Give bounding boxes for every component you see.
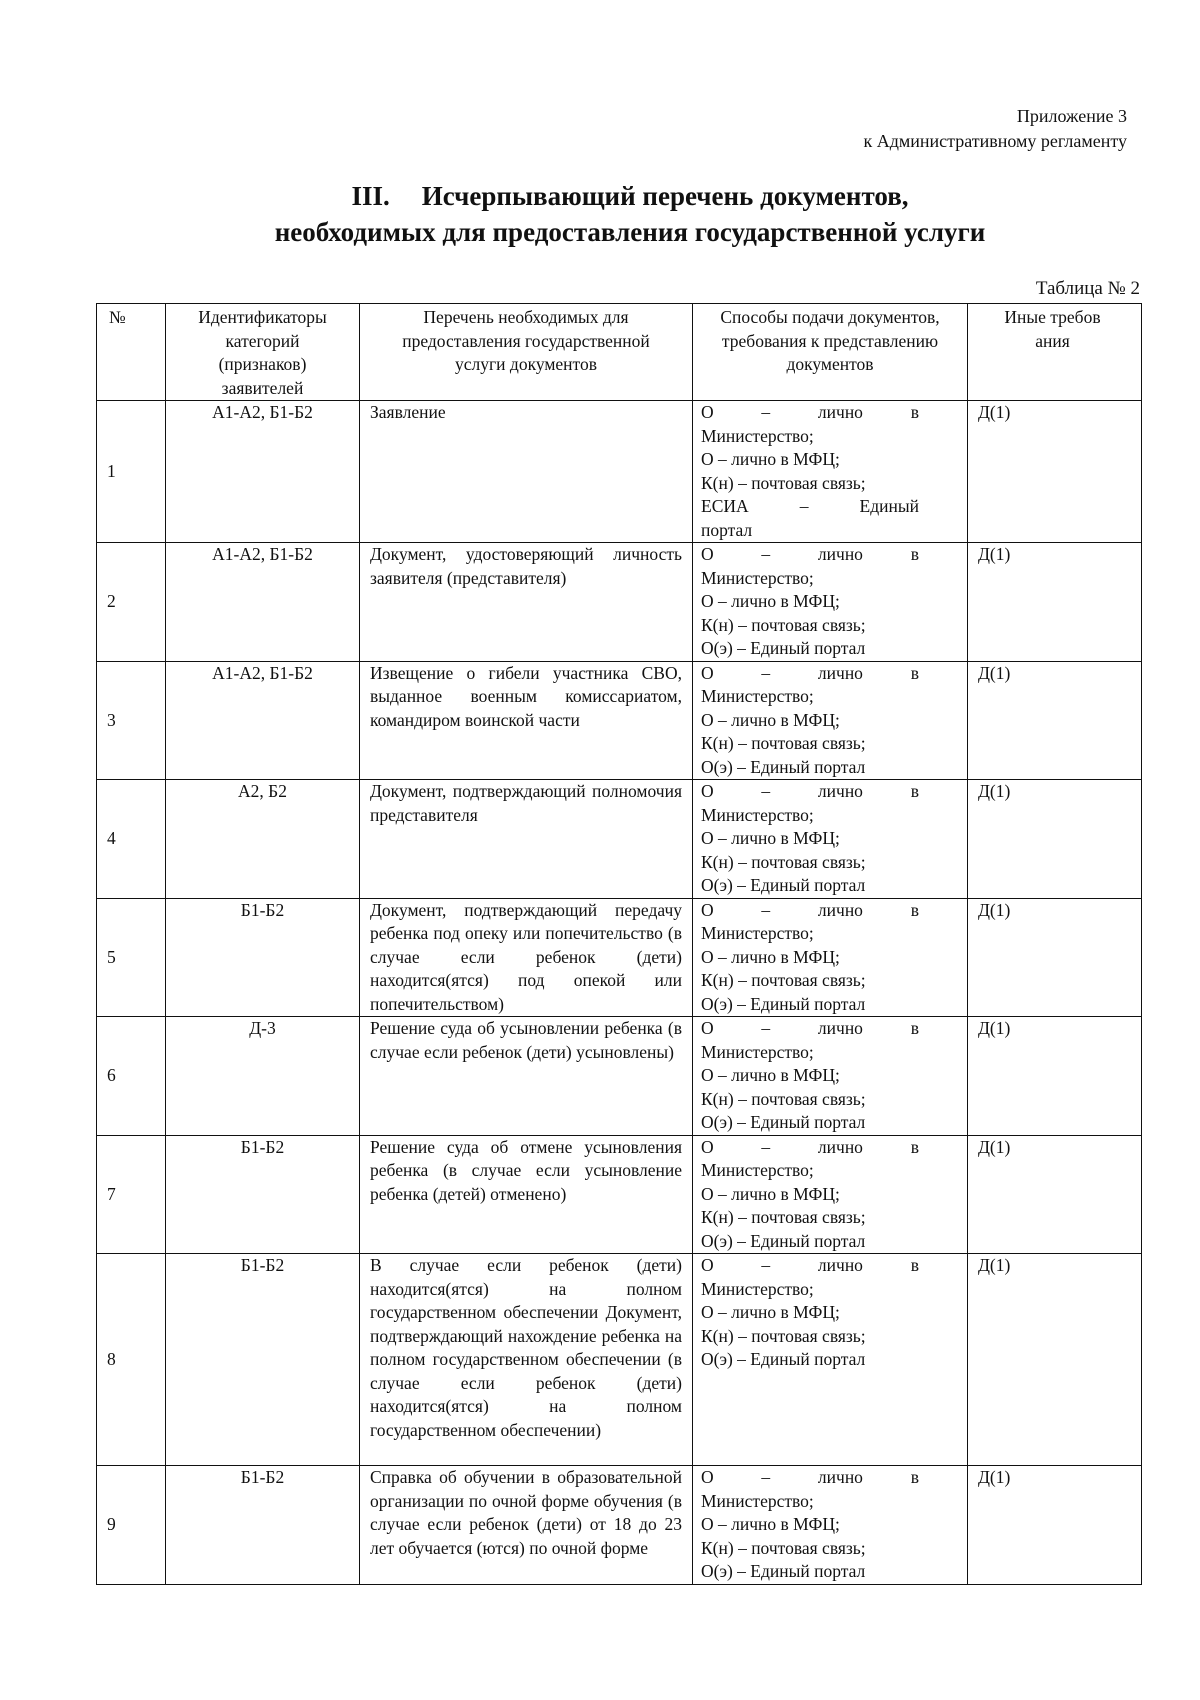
- cell-other: Д(1): [968, 1017, 1142, 1136]
- table-body: [97, 401, 1142, 1585]
- cell-methods: [693, 661, 968, 780]
- method-word: лично: [817, 402, 863, 422]
- cell-num: 9: [97, 1466, 166, 1585]
- method-word: в: [910, 1136, 919, 1157]
- method-line-2: Министерство;: [701, 1278, 814, 1299]
- cell-documents: Документ, удостоверяющий личность заявителя (представителя): [360, 543, 693, 662]
- method-word: лично: [817, 544, 863, 564]
- method-line-2: Министерство;: [701, 923, 814, 943]
- method-line-1: [701, 1017, 961, 1041]
- title-line-2: необходимых для предоставления государственной услуги: [274, 217, 986, 247]
- method-line-2: Министерство;: [701, 1160, 814, 1180]
- cell-num: 3: [97, 661, 166, 780]
- cell-other: Д(1): [968, 1254, 1142, 1466]
- method-line-4: К(н) – почтовая связь;: [701, 614, 866, 635]
- cell-identifiers: А1-А2, Б1-Б2: [166, 543, 360, 662]
- cell-other: Д(1): [968, 543, 1142, 662]
- method-word: в: [910, 1255, 919, 1275]
- cell-identifiers: Д-3: [166, 1017, 360, 1136]
- method-line-5: О(э) – Единый портал: [701, 1349, 866, 1369]
- method-word: О: [701, 1018, 714, 1038]
- cell-num: 5: [97, 898, 166, 1017]
- cell-methods: [693, 543, 968, 662]
- method-word: –: [761, 1255, 771, 1275]
- cell-methods: [693, 898, 968, 1017]
- cell-methods: [693, 1135, 968, 1254]
- method-line-1: [701, 899, 961, 923]
- method-line-4: К(н) – почтовая связь;: [701, 1325, 866, 1346]
- method-word: –: [761, 402, 771, 422]
- method-line-1: [701, 401, 961, 425]
- method-word: О: [701, 544, 714, 564]
- method-word: О: [701, 899, 714, 920]
- table-row: [97, 543, 1142, 662]
- table-row: [97, 1135, 1142, 1254]
- method-word: в: [910, 1018, 919, 1038]
- method-line-1: [701, 780, 961, 804]
- cell-documents: Решение суда об усыновлении ребенка (в случае если ребенок (дети) усыновлены): [360, 1017, 693, 1136]
- method-word: О: [701, 781, 714, 801]
- method-word: –: [761, 544, 771, 564]
- cell-identifiers: А2, Б2: [166, 780, 360, 899]
- table-label: Таблица № 2: [1035, 278, 1140, 299]
- method-line-1: [701, 1466, 961, 1490]
- method-line-3: О – лично в МФЦ;: [701, 1302, 840, 1322]
- method-word: О: [701, 402, 714, 422]
- method-word: –: [761, 662, 771, 683]
- header-identifiers: Идентификаторы категорий (признаков) заявителей: [166, 304, 360, 401]
- cell-documents: В случае если ребенок (дети) находится(ятся) на полном государственном обеспечении Документ, подтверждающий нахождение ребенка на полном государственном обеспечении (в случае если ребенок (дети) находится(ятся) на полном государственном обеспечении): [360, 1254, 693, 1466]
- cell-documents: Извещение о гибели участника СВО, выданное военным комиссариатом, командиром воинской части: [360, 661, 693, 780]
- method-word: –: [761, 781, 771, 801]
- cell-num: 8: [97, 1254, 166, 1466]
- cell-methods: [693, 780, 968, 899]
- cell-identifiers: Б1-Б2: [166, 1254, 360, 1466]
- table-row: [97, 1254, 1142, 1466]
- cell-methods: [693, 1254, 968, 1466]
- method-line-5: О(э) – Единый портал: [701, 1230, 866, 1251]
- method-line-3: О – лично в МФЦ;: [701, 1514, 840, 1534]
- cell-documents: Справка об обучении в образовательной организации по очной форме обучения (в случае если ребенок (дети) от 18 до 23 лет обучается (ются) по очной форме: [360, 1466, 693, 1585]
- method-line-3: О – лично в МФЦ;: [701, 828, 840, 848]
- method-word: лично: [817, 1018, 863, 1038]
- method-word: лично: [817, 662, 863, 683]
- method-line-5: О(э) – Единый портал: [701, 1561, 866, 1581]
- method-line-5: О(э) – Единый портал: [701, 1112, 866, 1132]
- method-word: О: [701, 1136, 714, 1157]
- cell-methods: [693, 401, 968, 543]
- method-line-5: О(э) – Единый портал: [701, 756, 866, 777]
- method-line-4: К(н) – почтовая связь;: [701, 472, 866, 493]
- method-word: в: [910, 781, 919, 801]
- appendix-note: [863, 104, 1127, 154]
- table-header-row: [97, 304, 1142, 401]
- method-word: лично: [817, 1136, 863, 1157]
- title-section-number: III.: [351, 181, 390, 211]
- title-line-1: [60, 178, 1200, 214]
- table-row: [97, 661, 1142, 780]
- method-word: в: [910, 544, 919, 564]
- method-line-3: О – лично в МФЦ;: [701, 1065, 840, 1085]
- table-row: [97, 780, 1142, 899]
- cell-identifiers: Б1-Б2: [166, 898, 360, 1017]
- method-word: –: [761, 1136, 771, 1157]
- table-row: [97, 898, 1142, 1017]
- method-word: в: [910, 899, 919, 920]
- method-word: О: [701, 1467, 714, 1487]
- method-line-5: [701, 495, 961, 519]
- method-line-4: К(н) – почтовая связь;: [701, 1537, 866, 1558]
- cell-other: Д(1): [968, 1135, 1142, 1254]
- cell-methods: [693, 1466, 968, 1585]
- header-other: Иные требования: [968, 304, 1142, 401]
- method-word: –: [761, 1467, 771, 1487]
- cell-identifiers: Б1-Б2: [166, 1466, 360, 1585]
- method-line-1: [701, 1136, 961, 1160]
- method-word: в: [910, 1467, 919, 1487]
- page-title: [0, 178, 1200, 250]
- cell-num: 4: [97, 780, 166, 899]
- method-line-1: [701, 543, 961, 567]
- method-line-2: Министерство;: [701, 425, 814, 446]
- table-row: [97, 1466, 1142, 1585]
- method-line-3: О – лично в МФЦ;: [701, 449, 840, 469]
- cell-identifiers: А1-А2, Б1-Б2: [166, 401, 360, 543]
- method-word: лично: [817, 899, 863, 920]
- method-line-4: К(н) – почтовая связь;: [701, 970, 866, 990]
- method-line-4: К(н) – почтовая связь;: [701, 733, 866, 753]
- method-line-3: О – лично в МФЦ;: [701, 709, 840, 730]
- cell-other: Д(1): [968, 780, 1142, 899]
- cell-num: 6: [97, 1017, 166, 1136]
- method-word: О: [701, 1255, 714, 1275]
- cell-num: 1: [97, 401, 166, 543]
- method-word: Единый: [859, 496, 919, 516]
- method-line-3: О – лично в МФЦ;: [701, 1183, 840, 1204]
- method-line-1: [701, 662, 961, 686]
- method-word: в: [910, 662, 919, 683]
- method-word: лично: [817, 1255, 863, 1275]
- cell-documents: Решение суда об отмене усыновления ребенка (в случае если усыновление ребенка (детей) отменено): [360, 1135, 693, 1254]
- cell-identifiers: Б1-Б2: [166, 1135, 360, 1254]
- method-word: –: [799, 496, 809, 516]
- method-line-2: Министерство;: [701, 1041, 814, 1062]
- header-num: №: [97, 304, 166, 401]
- method-word: –: [761, 1018, 771, 1038]
- method-word: О: [701, 662, 714, 683]
- method-line-2: Министерство;: [701, 567, 814, 588]
- method-word: лично: [817, 1467, 863, 1487]
- method-line-4: К(н) – почтовая связь;: [701, 1088, 866, 1109]
- cell-other: Д(1): [968, 661, 1142, 780]
- method-line-2: Министерство;: [701, 804, 814, 825]
- method-line-3: О – лично в МФЦ;: [701, 591, 840, 611]
- table-row: [97, 401, 1142, 543]
- documents-table: [96, 303, 1142, 1585]
- cell-documents: Документ, подтверждающий полномочия представителя: [360, 780, 693, 899]
- cell-other: Д(1): [968, 898, 1142, 1017]
- method-word: лично: [817, 781, 863, 801]
- method-line-4: К(н) – почтовая связь;: [701, 1207, 866, 1227]
- appendix-line-1: Приложение 3: [1016, 106, 1127, 126]
- cell-methods: [693, 1017, 968, 1136]
- appendix-line-2: к Административному регламенту: [863, 131, 1127, 151]
- cell-documents: Заявление: [360, 401, 693, 543]
- table-row: [97, 1017, 1142, 1136]
- method-line-4: К(н) – почтовая связь;: [701, 851, 866, 872]
- title-line-1-text: Исчерпывающий перечень документов,: [421, 181, 909, 211]
- cell-identifiers: А1-А2, Б1-Б2: [166, 661, 360, 780]
- method-word: –: [761, 899, 771, 920]
- cell-num: 7: [97, 1135, 166, 1254]
- method-line-5: О(э) – Единый портал: [701, 993, 866, 1014]
- cell-num: 2: [97, 543, 166, 662]
- cell-other: Д(1): [968, 401, 1142, 543]
- method-word: ЕСИА: [701, 496, 749, 516]
- method-line-5: О(э) – Единый портал: [701, 875, 866, 895]
- method-line-5: О(э) – Единый портал: [701, 638, 866, 658]
- method-line-2: Министерство;: [701, 686, 814, 706]
- method-word: в: [910, 402, 919, 422]
- method-line-3: О – лично в МФЦ;: [701, 946, 840, 967]
- cell-documents: Документ, подтверждающий передачу ребенка под опеку или попечительство (в случае если ребенок (дети) находится(ятся) под опекой или попечительством): [360, 898, 693, 1017]
- header-methods: Способы подачи документов, требования к представлению документов: [693, 304, 968, 401]
- cell-other: Д(1): [968, 1466, 1142, 1585]
- method-line-6: портал: [701, 519, 753, 540]
- method-line-2: Министерство;: [701, 1490, 814, 1511]
- header-documents: Перечень необходимых для предоставления государственной услуги документов: [360, 304, 693, 401]
- method-line-1: [701, 1254, 961, 1278]
